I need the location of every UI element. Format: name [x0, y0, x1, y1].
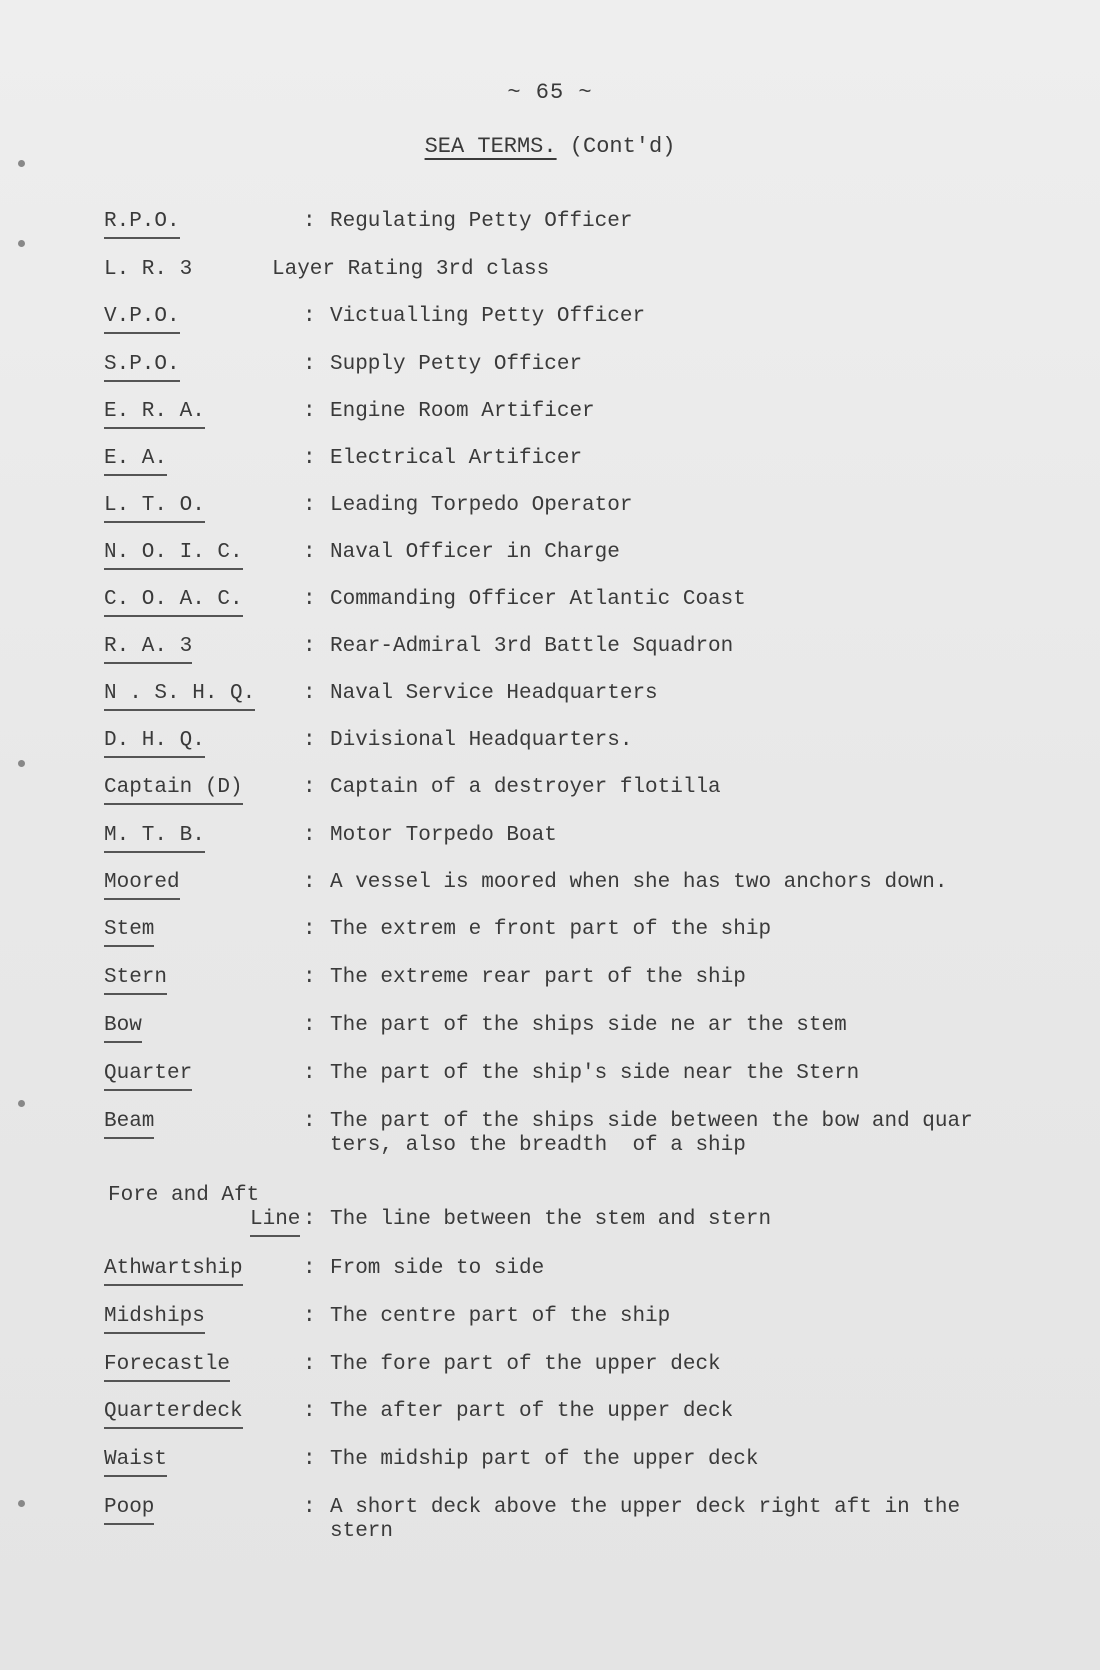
punch-hole-icon: [18, 760, 25, 767]
glossary-definition: Naval Service Headquarters: [330, 682, 658, 705]
separator: :: [303, 353, 316, 376]
glossary-term: C. O. A. C.: [104, 588, 243, 617]
glossary-term: R.P.O.: [104, 210, 180, 239]
glossary-definition: The extreme rear part of the ship: [330, 966, 746, 989]
separator: :: [303, 1353, 316, 1376]
glossary-definition: Layer Rating 3rd class: [272, 258, 550, 281]
glossary-definition: Captain of a destroyer flotilla: [330, 776, 721, 799]
separator: :: [303, 918, 316, 941]
glossary-term: L. R. 3: [104, 258, 193, 281]
separator: :: [303, 1257, 316, 1280]
glossary-term: Poop: [104, 1496, 154, 1525]
separator: :: [303, 1305, 316, 1328]
glossary-term: Quarterdeck: [104, 1400, 243, 1429]
glossary-term: Fore and Aft: [108, 1184, 260, 1207]
glossary-definition: The fore part of the upper deck: [330, 1353, 721, 1376]
glossary-definition: Rear-Admiral 3rd Battle Squadron: [330, 635, 734, 658]
glossary-definition: The part of the ship's side near the Stern: [330, 1062, 860, 1085]
glossary-term: Bow: [104, 1014, 142, 1043]
separator: :: [303, 1448, 316, 1471]
glossary-term: N. O. I. C.: [104, 541, 243, 570]
glossary-definition: The midship part of the upper deck: [330, 1448, 759, 1471]
punch-hole-icon: [18, 1100, 25, 1107]
glossary-term: Midships: [104, 1305, 205, 1334]
separator: :: [303, 447, 316, 470]
glossary-definition: Victualling Petty Officer: [330, 305, 646, 328]
separator: :: [303, 588, 316, 611]
glossary-term: Forecastle: [104, 1353, 230, 1382]
glossary-definition: A vessel is moored when she has two anchors down.: [330, 871, 948, 894]
separator: :: [303, 210, 316, 233]
glossary-definition: The part of the ships side ne ar the stem: [330, 1014, 847, 1037]
separator: :: [303, 1110, 316, 1133]
glossary-term: R. A. 3: [104, 635, 192, 664]
punch-hole-icon: [18, 240, 25, 247]
glossary-term: E. R. A.: [104, 400, 205, 429]
glossary-term: D. H. Q.: [104, 729, 205, 758]
glossary-definition: Motor Torpedo Boat: [330, 824, 557, 847]
glossary-term-continued: Line: [250, 1208, 300, 1237]
separator: :: [303, 1062, 316, 1085]
glossary-term: Stern: [104, 966, 167, 995]
separator: :: [303, 494, 316, 517]
glossary-definition: From side to side: [330, 1257, 545, 1280]
glossary-definition: Leading Torpedo Operator: [330, 494, 633, 517]
glossary-term: V.P.O.: [104, 305, 180, 334]
separator: :: [303, 1400, 316, 1423]
glossary-term: E. A.: [104, 447, 167, 476]
separator: :: [303, 824, 316, 847]
glossary-term: Stem: [104, 918, 154, 947]
separator: :: [303, 400, 316, 423]
glossary-term: L. T. O.: [104, 494, 205, 523]
separator: :: [303, 305, 316, 328]
glossary-definition: Electrical Artificer: [330, 447, 583, 470]
separator: :: [303, 776, 316, 799]
glossary-definition: Divisional Headquarters.: [330, 729, 633, 752]
glossary-term: Athwartship: [104, 1257, 243, 1286]
glossary-definition: Regulating Petty Officer: [330, 210, 633, 233]
glossary-definition: Commanding Officer Atlantic Coast: [330, 588, 746, 611]
punch-hole-icon: [18, 160, 25, 167]
glossary-term: N . S. H. Q.: [104, 682, 255, 711]
page-title: [0, 134, 1100, 159]
glossary-definition: Engine Room Artificer: [330, 400, 595, 423]
separator: :: [303, 966, 316, 989]
glossary-definition: The part of the ships side between the bow and quar ters, also the breadth of a ship: [330, 1110, 973, 1157]
glossary-definition: The after part of the upper deck: [330, 1400, 734, 1423]
glossary-term: Waist: [104, 1448, 167, 1477]
glossary-term: M. T. B.: [104, 824, 205, 853]
glossary-definition: A short deck above the upper deck right aft in the stern: [330, 1496, 961, 1543]
separator: :: [303, 729, 316, 752]
glossary-term: Beam: [104, 1110, 154, 1139]
separator: :: [303, 871, 316, 894]
glossary-definition: Supply Petty Officer: [330, 353, 583, 376]
glossary-definition: The centre part of the ship: [330, 1305, 671, 1328]
glossary-definition: Naval Officer in Charge: [330, 541, 620, 564]
separator: :: [303, 1208, 316, 1231]
glossary-definition: The extrem e front part of the ship: [330, 918, 772, 941]
punch-hole-icon: [18, 1500, 25, 1507]
glossary-term: Quarter: [104, 1062, 192, 1091]
glossary-term: S.P.O.: [104, 353, 180, 382]
glossary-term: Captain (D): [104, 776, 243, 805]
page-number: ~ 65 ~: [507, 80, 593, 105]
glossary-definition: The line between the stem and stern: [330, 1208, 772, 1231]
separator: :: [303, 541, 316, 564]
separator: :: [303, 635, 316, 658]
page-title-suffix: (Cont'd): [569, 134, 676, 159]
separator: :: [303, 1496, 316, 1519]
glossary-term: Moored: [104, 871, 180, 900]
separator: :: [303, 682, 316, 705]
page-title-main: SEA TERMS.: [424, 134, 557, 159]
separator: :: [303, 1014, 316, 1037]
